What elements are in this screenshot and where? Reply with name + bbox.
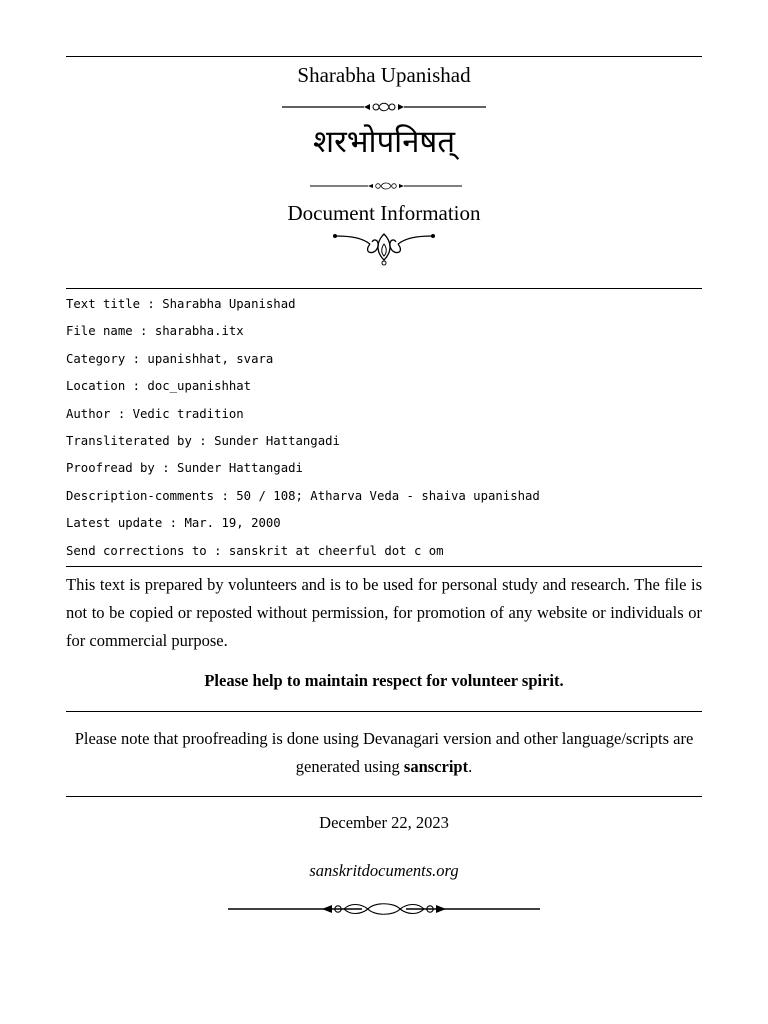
proofreading-note <box>66 725 702 781</box>
notice-rule <box>66 711 702 712</box>
document-page <box>66 0 702 1024</box>
metadata-bottom-rule <box>66 566 702 567</box>
meta-location: Location : doc_upanishhat <box>66 379 252 394</box>
meta-category: Category : upanishhat, svara <box>66 351 274 366</box>
title-sanskrit: शरभोपनिषत् <box>312 124 455 160</box>
metadata-top-rule <box>66 288 702 289</box>
date-rule <box>66 796 702 797</box>
meta-latest-update: Latest update : Mar. 19, 2000 <box>66 516 281 531</box>
small-ornament-divider-icon <box>310 180 462 192</box>
top-rule <box>66 56 702 57</box>
meta-text-title: Text title : Sharabha Upanishad <box>66 297 296 311</box>
metadata-list <box>66 296 702 570</box>
meta-description: Description-comments : 50 / 108; Atharva Veda - shaiva upanishad <box>66 488 540 503</box>
proof-note-bold: sanscript <box>403 757 469 776</box>
meta-proofread-by: Proofread by : Sunder Hattangadi <box>66 461 303 476</box>
meta-send-corrections: Send corrections to : sanskrit at cheerful dot c om <box>66 543 444 558</box>
document-date: December 22, 2023 <box>319 813 449 832</box>
volunteer-notice: This text is prepared by volunteers and is to be used for personal study and research. The file is not to be copied or reposted without permission, for promotion of any website or individuals or for commercial purpose. <box>66 575 702 650</box>
website-name: sanskritdocuments.org <box>309 861 459 880</box>
flourish-ornament-icon <box>332 226 436 266</box>
meta-file-name: File name : sharabha.itx <box>66 324 244 339</box>
proof-note-end: . <box>468 757 473 776</box>
footer-ornament-divider-icon <box>228 902 540 916</box>
proof-note-text: Please note that proofreading is done using Devanagari version and other language/scripts are generated using <box>74 729 694 776</box>
respect-message: Please help to maintain respect for volunteer spirit. <box>204 671 564 690</box>
meta-transliterated-by: Transliterated by : Sunder Hattangadi <box>66 433 340 448</box>
ornament-divider-icon <box>282 100 486 114</box>
title-english: Sharabha Upanishad <box>297 63 471 87</box>
section-heading: Document Information <box>287 201 481 225</box>
meta-author: Author : Vedic tradition <box>66 406 244 421</box>
